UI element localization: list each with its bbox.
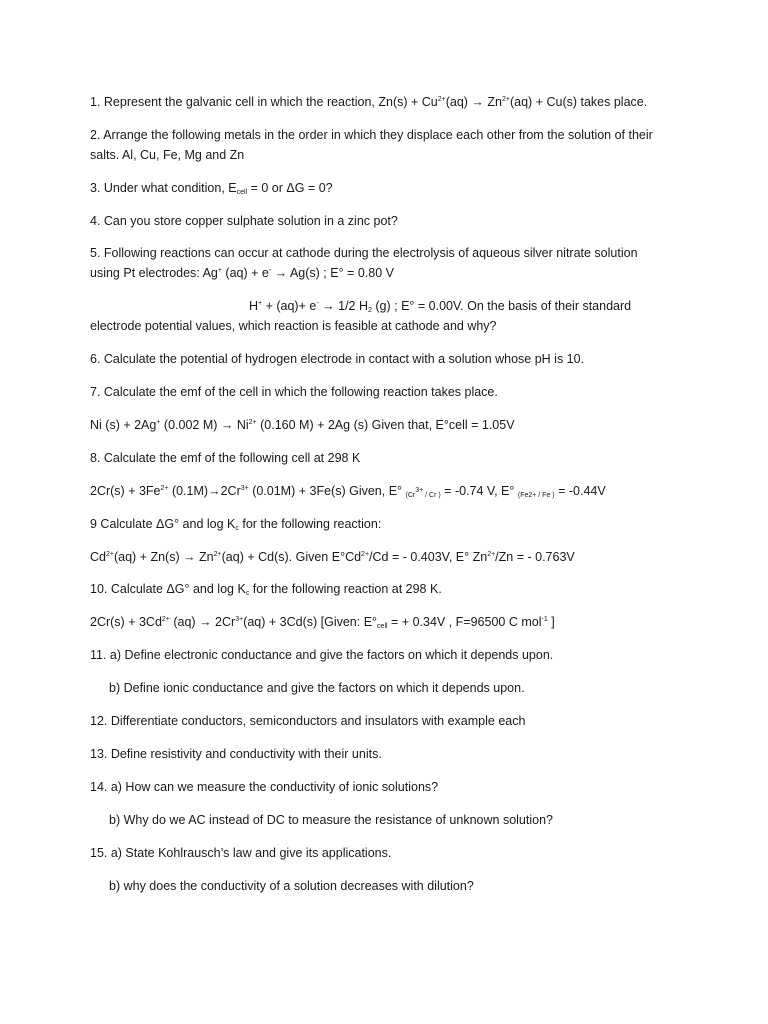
question-14b: b) Why do we AC instead of DC to measure the resistance of unknown solution? xyxy=(109,813,553,827)
text: = 0 or ΔG = 0? xyxy=(247,181,333,195)
subscript: c xyxy=(245,590,250,597)
superscript: 3+ xyxy=(240,485,249,492)
superscript: 2+ xyxy=(248,419,257,426)
question-9-line-1 xyxy=(90,516,381,532)
question-11a: 11. a) Define electronic conductance and give the factors on which it depends upon. xyxy=(90,648,554,662)
question-2-line-1: 2. Arrange the following metals in the order in which they displace each other from the solution of their xyxy=(90,128,653,142)
text: + (aq)+ e xyxy=(262,299,317,313)
question-8-line-1: 8. Calculate the emf of the following cell at 298 K xyxy=(90,451,361,465)
text: / Cr ) xyxy=(423,492,441,499)
question-10-line-1 xyxy=(90,581,442,597)
question-7-line-1: 7. Calculate the emf of the cell in which the following reaction takes place. xyxy=(90,385,498,399)
text: ] xyxy=(547,615,555,629)
text: for the following reaction at 298 K. xyxy=(249,582,442,596)
text: (aq) + 3Cd(s) [Given: E° xyxy=(243,615,378,629)
text: /Cd = - 0.403V, E° Zn xyxy=(369,550,488,564)
question-9-line-2 xyxy=(90,549,575,565)
text: (0.160 M) + 2Ag (s) Given that, E°cell = 1.05V xyxy=(256,418,515,432)
text: (0.01M) + 3Fe(s) Given, E° xyxy=(248,484,406,498)
text: Cd xyxy=(90,550,106,564)
superscript: 2+ xyxy=(487,551,496,558)
text: H xyxy=(249,299,259,313)
text: (aq) + Cd(s). Given E°Cd xyxy=(221,550,362,564)
text: 10. Calculate ΔG° and log K xyxy=(90,582,246,596)
question-5-line-2 xyxy=(90,265,394,281)
text: /Zn = - 0.763V xyxy=(495,550,575,564)
superscript: 2+ xyxy=(161,616,170,623)
superscript: 3+ xyxy=(415,487,424,494)
superscript: 2+ xyxy=(160,485,169,492)
superscript: + xyxy=(156,419,161,426)
text: 1. Represent the galvanic cell in which the reaction, Zn(s) + Cu xyxy=(90,95,438,109)
text: 2Cr(s) + 3Cd xyxy=(90,615,162,629)
question-10-line-2 xyxy=(90,614,555,630)
question-5-line-3 xyxy=(249,298,631,314)
question-3 xyxy=(90,180,333,196)
superscript: 2+ xyxy=(105,551,114,558)
question-4: 4. Can you store copper sulphate solution in a zinc pot? xyxy=(90,214,398,228)
text: (g) ; E° = 0.00V. On the basis of their standard xyxy=(371,299,632,313)
question-12: 12. Differentiate conductors, semiconductors and insulators with example each xyxy=(90,714,526,728)
superscript: -1 xyxy=(541,616,548,623)
text: 9 Calculate ΔG° and log K xyxy=(90,517,236,531)
question-6: 6. Calculate the potential of hydrogen electrode in contact with a solution whose pH is 10. xyxy=(90,352,585,366)
text: Ni (s) + 2Ag xyxy=(90,418,157,432)
question-2-line-2: salts. Al, Cu, Fe, Mg and Zn xyxy=(90,148,245,162)
text: = -0.74 V, E° xyxy=(440,484,518,498)
question-14a: 14. a) How can we measure the conductivity of ionic solutions? xyxy=(90,780,439,794)
question-11b: b) Define ionic conductance and give the factors on which it depends upon. xyxy=(109,681,525,695)
question-7-line-2 xyxy=(90,417,515,433)
question-5-line-4: electrode potential values, which reaction is feasible at cathode and why? xyxy=(90,319,497,333)
superscript: + xyxy=(217,267,222,274)
text: (0.1M)→2Cr xyxy=(168,484,241,498)
text: 2Cr(s) + 3Fe xyxy=(90,484,161,498)
text: (aq) + Cu(s) takes place. xyxy=(509,95,648,109)
subscript: 2 xyxy=(368,307,372,314)
superscript: 3+ xyxy=(235,616,244,623)
superscript: - xyxy=(268,267,272,274)
superscript: 2+ xyxy=(502,96,510,103)
subscript: cell xyxy=(377,623,388,630)
subscript: cell xyxy=(236,189,248,196)
text: → 1/2 H xyxy=(318,299,368,313)
text: (0.002 M) → Ni xyxy=(160,418,249,432)
superscript: 2+ xyxy=(213,551,222,558)
superscript: 2+ xyxy=(361,551,370,558)
question-13: 13. Define resistivity and conductivity with their units. xyxy=(90,747,382,761)
subscript xyxy=(405,487,441,499)
question-8-line-2 xyxy=(90,483,606,499)
subscript: c xyxy=(235,525,239,532)
text: (aq) + e xyxy=(221,266,269,280)
question-15b: b) why does the conductivity of a solution decreases with dilution? xyxy=(109,879,474,893)
text: (Cr xyxy=(405,492,416,499)
text: using Pt electrodes: Ag xyxy=(90,266,218,280)
text: → Ag(s) ; E° = 0.80 V xyxy=(271,266,394,280)
superscript: 2+ xyxy=(437,96,446,103)
text: 3. Under what condition, E xyxy=(90,181,237,195)
text: (aq) → Zn xyxy=(445,95,502,109)
question-1 xyxy=(90,94,647,110)
text: = -0.44V xyxy=(554,484,606,498)
question-5-line-1: 5. Following reactions can occur at cathode during the electrolysis of aqueous silver nitrate solution xyxy=(90,246,638,260)
text: (aq) → 2Cr xyxy=(169,615,236,629)
text: = + 0.34V , F=96500 C mol xyxy=(387,615,542,629)
text: for the following reaction: xyxy=(238,517,382,531)
question-15a: 15. a) State Kohlrausch’s law and give its applications. xyxy=(90,846,392,860)
subscript: (Fe2+ / Fe ) xyxy=(517,492,555,499)
text: (aq) + Zn(s) → Zn xyxy=(113,550,214,564)
superscript: - xyxy=(316,300,319,307)
superscript: + xyxy=(258,300,263,307)
